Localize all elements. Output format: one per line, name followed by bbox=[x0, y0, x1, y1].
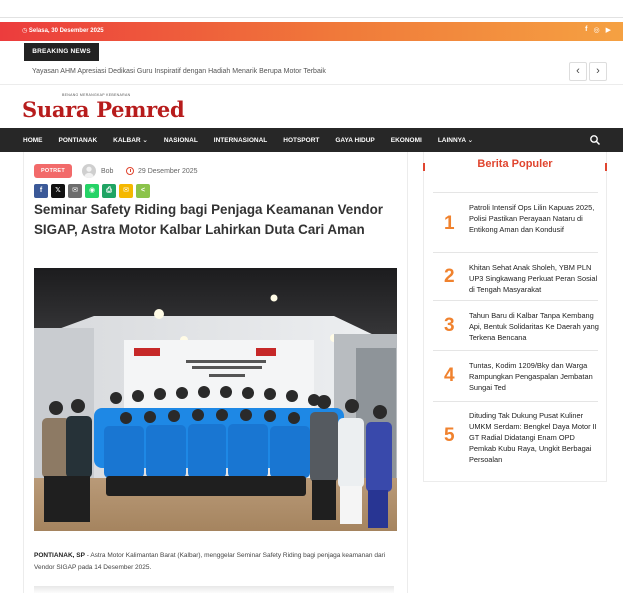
popular-item-title[interactable]: Khitan Sehat Anak Sholeh, YBM PLN UP3 Singkawang Perkuat Peran Sosial di Tengah Masyarakat bbox=[469, 263, 598, 294]
post-date: 29 Desember 2025 bbox=[138, 168, 198, 175]
breaking-news-ticker[interactable]: Yayasan AHM Apresiasi Dedikasi Guru Inspiratif dengan Hadiah Menarik Berupa Motor Terbaik bbox=[32, 68, 326, 75]
popular-item[interactable] bbox=[433, 192, 598, 252]
article-photo[interactable] bbox=[34, 268, 397, 531]
clock-icon bbox=[126, 167, 134, 175]
breaking-news-label: BREAKING NEWS bbox=[24, 43, 99, 61]
share-facebook-button[interactable]: f bbox=[34, 184, 48, 198]
nav-item-nasional[interactable]: NASIONAL bbox=[163, 136, 198, 144]
instagram-icon[interactable]: ◎ bbox=[593, 27, 600, 34]
nav-item-lainnya[interactable]: LAINNYA ⌄ bbox=[437, 137, 474, 144]
popular-item-number: 4 bbox=[444, 365, 455, 386]
share-print-button[interactable]: ⎙ bbox=[102, 184, 116, 198]
logo-name: Suara Pemred bbox=[22, 97, 185, 122]
nav-item-hotsport[interactable]: HOTSPORT bbox=[283, 136, 320, 144]
nav-item-ekonomi[interactable]: EKONOMI bbox=[390, 136, 422, 144]
popular-item-title[interactable]: Tuntas, Kodim 1209/Bky dan Warga Rampungkan Pengaspalan Jembatan Sungai Ted bbox=[469, 361, 593, 392]
share-x-button[interactable]: 𝕏 bbox=[51, 184, 65, 198]
site-logo[interactable] bbox=[22, 90, 185, 122]
social-links bbox=[585, 26, 611, 34]
header-divider bbox=[0, 84, 623, 85]
ticker-next-button[interactable]: › bbox=[589, 62, 607, 81]
nav-item-internasional[interactable]: INTERNASIONAL bbox=[213, 136, 268, 144]
logo-tagline: BENANG MERANGKAP KEBENARAN bbox=[62, 93, 131, 97]
article-title: Seminar Safety Riding bagi Penjaga Keamanan Vendor SIGAP, Astra Motor Kalbar Lahirkan Duta Cari Aman bbox=[34, 202, 383, 237]
nav-item-gaya-hidup[interactable]: GAYA HIDUP bbox=[335, 136, 375, 144]
share-whatsapp-button[interactable]: ◉ bbox=[85, 184, 99, 198]
author-name[interactable]: Bob bbox=[101, 168, 114, 175]
top-bar bbox=[0, 22, 623, 41]
nav-item-home[interactable]: HOME bbox=[23, 136, 43, 144]
share-buttons bbox=[34, 184, 150, 198]
facebook-icon[interactable]: f bbox=[585, 26, 588, 33]
popular-item[interactable] bbox=[433, 300, 598, 350]
popular-item-title[interactable]: Dituding Tak Dukung Pusat Kuliner UMKM Serdam: Bengkel Daya Motor II GT Radial Didatangi Enam OPD Pemkab Kubu Raya, Ungkit Berbagai Persoalan bbox=[469, 411, 597, 464]
article-lead bbox=[34, 550, 394, 574]
share-mail-button[interactable]: ✉ bbox=[119, 184, 133, 198]
popular-item-number: 5 bbox=[444, 425, 455, 446]
popular-item-number: 3 bbox=[444, 315, 455, 336]
popular-item-title[interactable]: Tahun Baru di Kalbar Tanpa Kembang Api, Bentuk Solidaritas Ke Daerah yang Terkena Bencana bbox=[469, 311, 599, 342]
nav-item-pontianak[interactable]: PONTIANAK bbox=[58, 136, 98, 144]
ticker-prev-button[interactable]: ‹ bbox=[569, 62, 587, 81]
calendar-icon: ◷ bbox=[22, 28, 29, 34]
share-more-button[interactable]: < bbox=[136, 184, 150, 198]
share-email-button[interactable]: ✉ bbox=[68, 184, 82, 198]
popular-item-number: 1 bbox=[444, 213, 455, 234]
top-divider bbox=[0, 17, 623, 18]
main-navigation bbox=[0, 128, 623, 152]
popular-item-title[interactable]: Patroli Intensif Ops Lilin Kapuas 2025, Polisi Pastikan Perayaan Nataru di Entikong Aman dan Kondusif bbox=[469, 203, 595, 234]
popular-item-number: 2 bbox=[444, 266, 455, 287]
lead-text: - Astra Motor Kalimantan Barat (Kalbar), menggelar Seminar Safety Riding bagi penjaga keamanan dari Vendor SIGAP pada 14 Desember 2025. bbox=[34, 552, 386, 571]
text-fade bbox=[34, 586, 394, 593]
category-badge[interactable]: POTRET bbox=[34, 164, 72, 178]
nav-item-kalbar[interactable]: KALBAR ⌄ bbox=[113, 137, 148, 144]
user-icon bbox=[82, 164, 96, 178]
author-avatar[interactable] bbox=[82, 164, 96, 178]
current-date: ◷ Selasa, 30 Desember 2025 bbox=[22, 28, 104, 34]
popular-item[interactable] bbox=[433, 350, 598, 401]
popular-news-title: Berita Populer bbox=[477, 158, 553, 170]
search-icon[interactable] bbox=[589, 134, 601, 146]
lead-location: PONTIANAK, SP bbox=[34, 552, 85, 559]
youtube-icon[interactable]: ▶ bbox=[605, 27, 611, 34]
popular-item[interactable] bbox=[433, 401, 598, 471]
popular-item[interactable] bbox=[433, 252, 598, 300]
